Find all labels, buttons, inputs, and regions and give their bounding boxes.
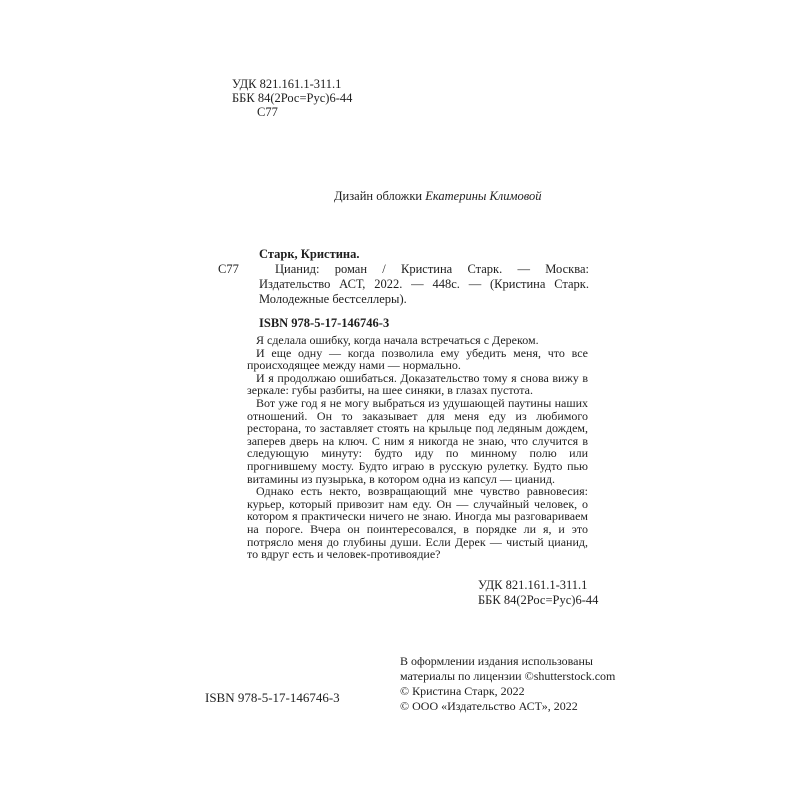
cover-design-credit	[334, 189, 542, 204]
credit-line-license-2: материалы по лицензии ©shutterstock.com	[400, 669, 616, 683]
classification-codes-bottom	[478, 578, 598, 608]
copyright-credits	[400, 654, 615, 714]
annotation-paragraph: Вот уже год я не могу выбраться из удушающей паутины наших отношений. Он то заказывает для меня еду из любимого ресторана, то заставляет стоять на крыльце под ледяным дождем, заперев дверь на ключ. С ним я никогда не знаю, что случится в следующую минуту: будто иду по минному полю или прогнившему мосту. Будто играю в русскую рулетку. Будто пью витамины из пузырька, в котором одна из капсул — цианид.	[247, 395, 588, 486]
credit-line-license-1: В оформлении издания использованы	[400, 654, 593, 668]
classification-codes-top	[232, 77, 352, 119]
design-credit-label: Дизайн обложки	[334, 189, 426, 203]
annotation-paragraph: И еще одну — когда позволила ему убедить меня, что все происходящее между нами — нормально.	[247, 345, 588, 373]
udk-code-top: УДК 821.161.1-311.1	[232, 77, 342, 91]
udk-code-bottom: УДК 821.161.1-311.1	[478, 578, 588, 592]
isbn-top: ISBN 978-5-17-146746-3	[259, 316, 390, 330]
annotation-paragraph: Я сделала ошибку, когда начала встречаться с Дереком.	[256, 333, 539, 347]
credit-line-author: © Кристина Старк, 2022	[400, 684, 525, 698]
annotation-text	[247, 334, 588, 561]
catalog-card	[218, 247, 589, 331]
credit-line-publisher: © ООО «Издательство АСТ», 2022	[400, 699, 578, 713]
bbk-code-bottom: ББК 84(2Рос=Рус)6-44	[478, 593, 599, 607]
author-sign-card: С77	[218, 262, 239, 276]
author-heading: Старк, Кристина.	[259, 247, 360, 261]
bibliographic-row	[218, 262, 589, 307]
bbk-code-top: ББК 84(2Рос=Рус)6-44	[232, 91, 353, 105]
annotation-paragraph: Однако есть некто, возвращающий мне чувство равновесия: курьер, который привозит нам еду. Он — случайный человек, о котором я практически ничего не знаю. Иногда мы разговариваем на пороге. Вчера он поинтересовался, в порядке ли я, и это потрясло меня до глубины души. Если Дерек — чистый цианид, то вдруг есть и человек-противоядие?	[247, 484, 588, 562]
bibliographic-description: Цианид: роман / Кристина Старк. — Москва: Издательство АСТ, 2022. — 448с. — (Кристина Старк. Молодежные бестселлеры).	[259, 262, 589, 306]
annotation-paragraph: И я продолжаю ошибаться. Доказательство тому я снова вижу в зеркале: губы разбиты, на шее синяки, в глазах пустота.	[247, 370, 588, 398]
designer-name: Екатерины Климовой	[425, 189, 542, 203]
author-sign-top: С77	[257, 105, 278, 119]
isbn-bottom: ISBN 978-5-17-146746-3	[205, 690, 340, 705]
